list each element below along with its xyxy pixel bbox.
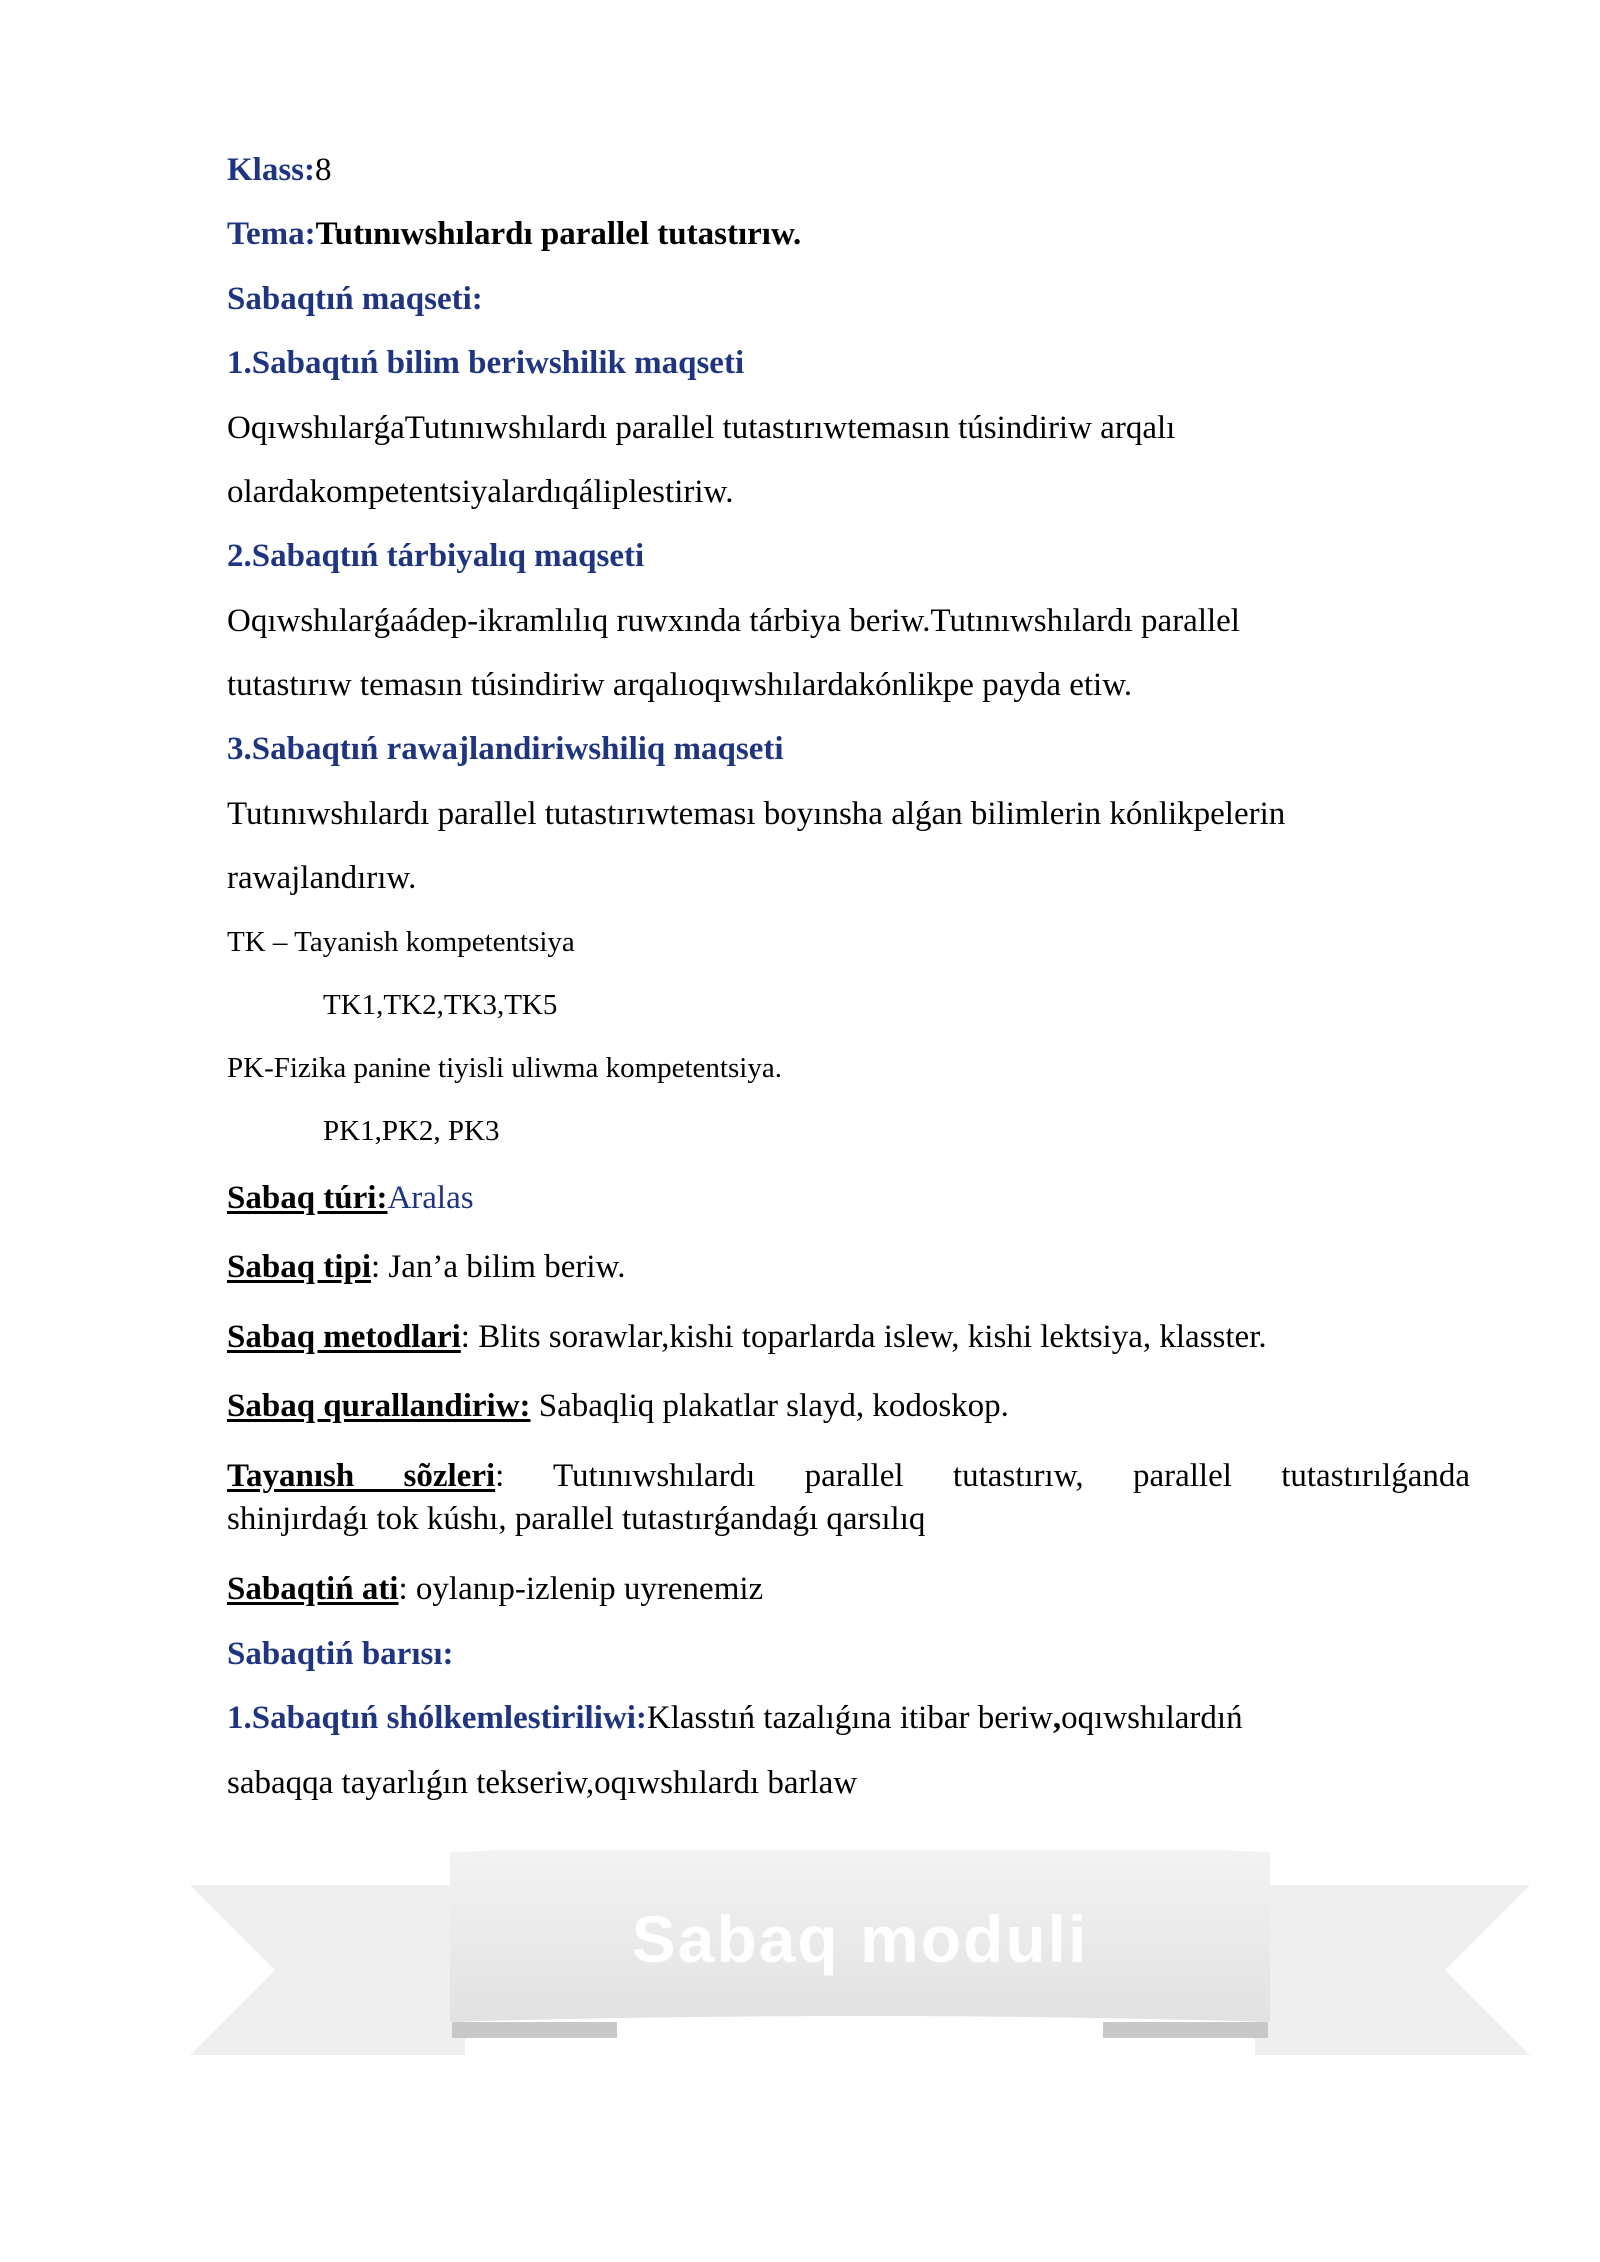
sabaq-tipi-line [227, 1245, 625, 1289]
sabaq-qurallandiriw-line [227, 1384, 1009, 1428]
sabaq-turi-label: Sabaq túri: [227, 1180, 388, 1216]
banner-left-fold [452, 2022, 617, 2038]
sabaqtin-ati-value: : oylanıp-izlenip uyrenemiz [398, 1571, 764, 1607]
goal2-line-2: tutastırıw temasın túsindiriw arqalıoqıwshılardakónlikpe payda etiw. [227, 667, 1133, 703]
stage1-label: 1.Sabaqtıń shólkemlestiriliwi: [227, 1700, 647, 1736]
sabaq-metodlari-value: : Blits sorawlar,kishi toparlarda islew, kishi lektsiya, klasster. [460, 1319, 1267, 1355]
tayanish-value-2: shinjırdaǵı tok kúshı, parallel tutastırǵandaǵı qarsılıq [227, 1501, 926, 1537]
pk-title: PK-Fizika panine tiyisli uliwma kompetentsiya. [227, 1052, 782, 1084]
goal2-heading: 2.Sabaqtıń tárbiyalıq maqseti [227, 538, 645, 574]
sabaq-metodlari-line [227, 1315, 1267, 1359]
sabaq-turi-value: Aralas [387, 1180, 474, 1216]
sabaq-turi-line [227, 1176, 474, 1220]
goal3-heading: 3.Sabaqtıń rawajlandiriwshiliq maqseti [227, 731, 784, 767]
klass-line [227, 148, 332, 192]
klass-label: Klass: [227, 152, 316, 188]
goal1-line-2: olardakompetentsiyalardıqáliplestiriw. [227, 474, 734, 510]
sabaq-moduli-banner [190, 1850, 1530, 2080]
sabaq-tipi-label: Sabaq tipi [227, 1249, 371, 1285]
banner-right-fold [1103, 2022, 1268, 2038]
goal3-line-2: rawajlandırıw. [227, 860, 417, 896]
tk-items: TK1,TK2,TK3,TK5 [323, 989, 558, 1021]
banner-text: Sabaq moduli [631, 1902, 1089, 1976]
tema-label: Tema: [227, 216, 316, 252]
sabaq-tipi-value: : Jan’a bilim beriw. [371, 1249, 626, 1285]
sabaq-qurallandiriw-label: Sabaq qurallandiriw: [227, 1388, 531, 1424]
sabaq-metodlari-label: Sabaq metodlari [227, 1319, 461, 1355]
goal2-line-1: Oqıwshılarǵaádep-ikramlılıq ruwxında tárbiya beriw.Tutınıwshılardı parallel [227, 603, 1240, 639]
tayanish-label: Tayanısh sõzleri [227, 1458, 496, 1494]
barisi-heading: Sabaqtiń barısı: [227, 1636, 454, 1672]
sabaq-qurallandiriw-value: Sabaqliq plakatlar slayd, kodoskop. [530, 1388, 1009, 1424]
sabaqtin-ati-label: Sabaqtiń ati [227, 1571, 399, 1607]
tema-value: Tutınıwshılardı parallel tutastırıw. [315, 216, 802, 252]
pk-items: PK1,PK2, PK3 [323, 1115, 500, 1147]
tayanish-value-1: : Tutınıwshılardı parallel tutastırıw, parallel tutastırılǵanda [495, 1458, 1470, 1494]
stage1-comma: , [1052, 1700, 1062, 1736]
stage1-line-2: sabaqqa tayarlıǵın tekseriw,oqıwshılardı barlaw [227, 1765, 858, 1801]
stage1-line-1 [227, 1696, 1243, 1740]
goal3-line-1: Tutınıwshılardı parallel tutastırıwteması boyınsha alǵan bilimlerin kónlikpelerin [227, 796, 1286, 832]
banner-left-tail [190, 1885, 465, 2055]
stage1-value-1: Klasstıń tazalıǵına itibar beriw [646, 1700, 1053, 1736]
klass-value: 8 [315, 152, 332, 188]
tayanish-line-1 [227, 1454, 1470, 1498]
tk-title: TK – Tayanish kompetentsiya [227, 926, 575, 958]
sabaqtin-ati-line [227, 1567, 763, 1611]
banner-right-tail [1255, 1885, 1530, 2055]
maqset-heading: Sabaqtıń maqseti: [227, 281, 483, 317]
goal1-heading: 1.Sabaqtıń bilim beriwshilik maqseti [227, 345, 745, 381]
goal1-line-1: OqıwshılarǵaTutınıwshılardı parallel tutastırıwtemasın túsindiriw arqalı [227, 410, 1176, 446]
stage1-value-1b: oqıwshılardıń [1061, 1700, 1243, 1736]
tema-line [227, 212, 801, 256]
